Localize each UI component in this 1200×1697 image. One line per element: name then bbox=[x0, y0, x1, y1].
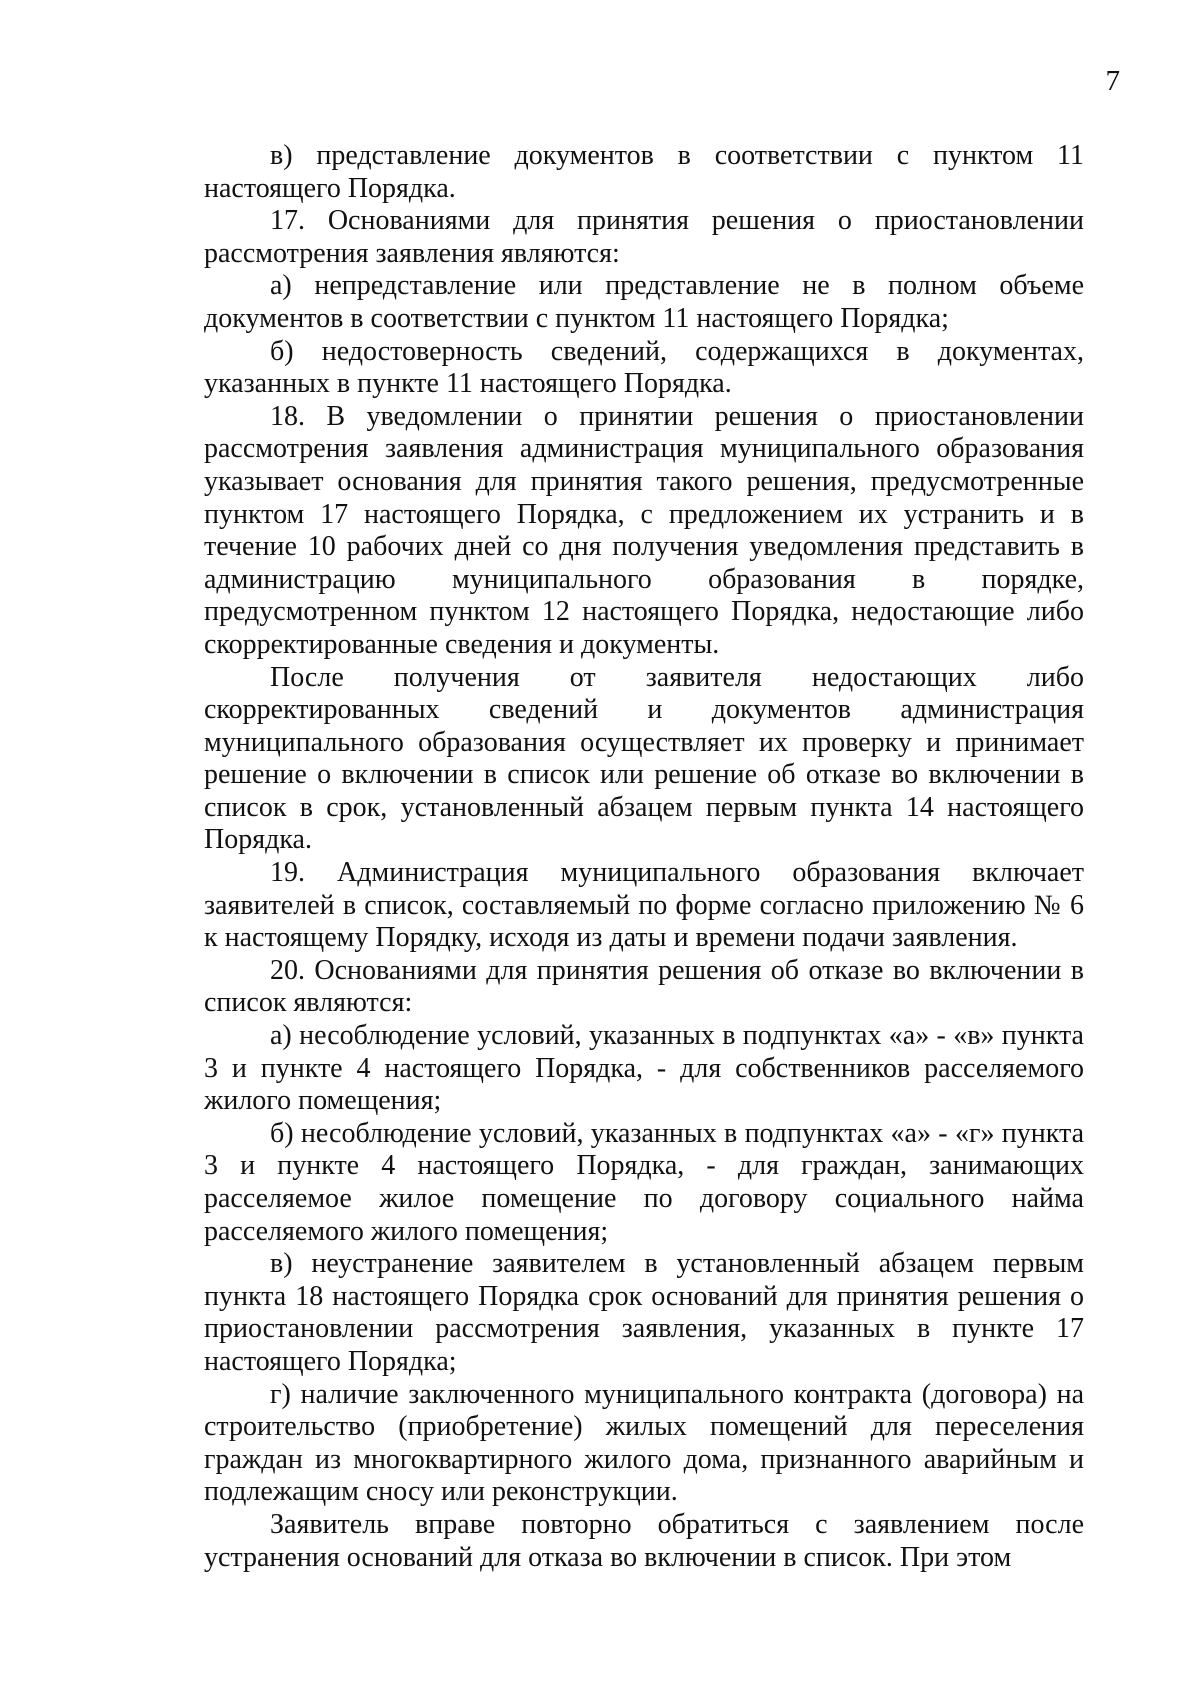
paragraph-20g: г) наличие заключенного муниципального контракта (договора) на строительство (приобретение) жилых помещений для переселения граждан из многоквартирного жилого дома, признанного аварийным и подлежащим сносу или реконструкции. bbox=[204, 1378, 1084, 1508]
paragraph-20b: б) несоблюдение условий, указанных в подпунктах «а» - «г» пункта 3 и пункте 4 настоящего Порядка, - для граждан, занимающих расселяемое жилое помещение по договору социального найма расселяемого жилого помещения; bbox=[204, 1117, 1084, 1247]
paragraph-17: 17. Основаниями для принятия решения о приостановлении рассмотрения заявления являются: bbox=[204, 205, 1084, 269]
paragraph-20a: а) несоблюдение условий, указанных в подпунктах «а» - «в» пункта 3 и пункте 4 настоящего Порядка, - для собственников расселяемого жилого помещения; bbox=[204, 1020, 1084, 1117]
paragraph-17b: б) недостоверность сведений, содержащихся в документах, указанных в пункте 11 настоящего Порядка. bbox=[204, 335, 1084, 400]
paragraph-18: 18. В уведомлении о принятии решения о приостановлении рассмотрения заявления администрация муниципального образования указывает основания для принятия такого решения, предусмотренные пунктом 17 настоящего Порядка, с предложением их устранить и в течение 10 рабочих дней со дня получения уведомления представить в администрацию муниципального образования в порядке, предусмотренном пунктом 12 настоящего Порядка, недостающие либо скорректированные сведения и документы. bbox=[204, 400, 1084, 660]
page-number: 7 bbox=[1105, 65, 1120, 97]
paragraph-reapplication: Заявитель вправе повторно обратиться с заявлением после устранения оснований для отказа во включении в список. При этом bbox=[204, 1508, 1084, 1573]
document-body bbox=[204, 140, 1084, 1574]
paragraph-3v: в) представление документов в соответствии с пунктом 11 настоящего Порядка. bbox=[204, 140, 1084, 204]
paragraph-18-continued: После получения от заявителя недостающих либо скорректированных сведений и документов администрация муниципального образования осуществляет их проверку и принимает решение о включении в список или решение об отказе во включении в список в срок, установленный абзацем первым пункта 14 настоящего Порядка. bbox=[204, 661, 1084, 856]
paragraph-19: 19. Администрация муниципального образования включает заявителей в список, составляемый по форме согласно приложению № 6 к настоящему Порядку, исходя из даты и времени подачи заявления. bbox=[204, 857, 1084, 954]
paragraph-20: 20. Основаниями для принятия решения об отказе во включении в список являются: bbox=[204, 954, 1084, 1019]
paragraph-20v: в) неустранение заявителем в установленный абзацем первым пункта 18 настоящего Порядка срок оснований для принятия решения о приостановлении рассмотрения заявления, указанных в пункте 17 настоящего Порядка; bbox=[204, 1248, 1084, 1377]
paragraph-17a: а) непредставление или представление не в полном объеме документов в соответствии с пунктом 11 настоящего Порядка; bbox=[204, 270, 1084, 334]
